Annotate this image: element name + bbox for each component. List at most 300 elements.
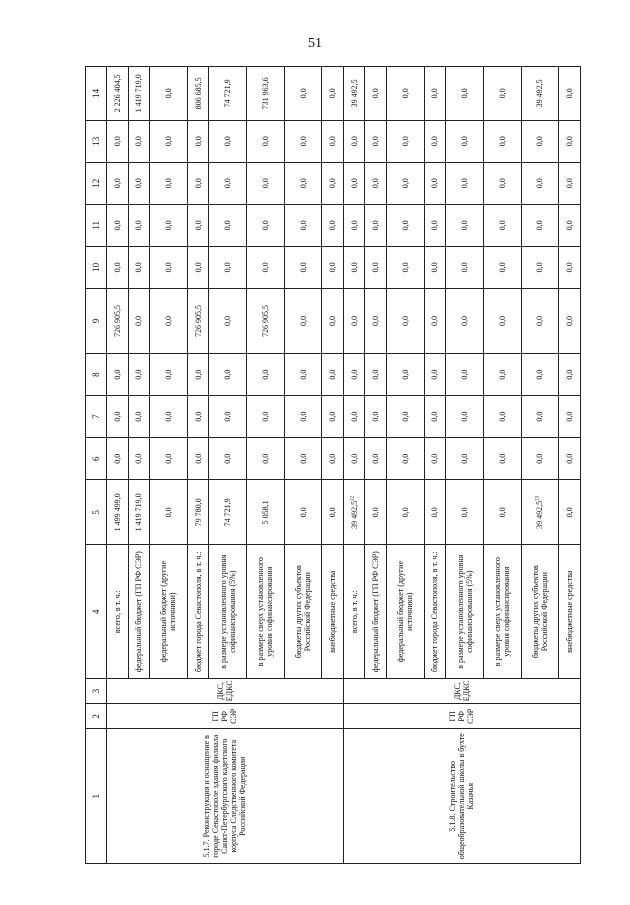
amount-cell-col7	[343, 396, 365, 438]
amount-cell-col7	[209, 396, 247, 438]
amount-value: 0,0	[328, 136, 338, 147]
amount-value: 0,0	[134, 316, 144, 326]
amount-value: 0,0	[460, 316, 470, 326]
amount-cell-col13	[247, 120, 285, 162]
amount-value: 0,0	[328, 369, 338, 380]
amount-value: 0,0	[430, 88, 440, 99]
amount-value: 0,0	[260, 178, 270, 189]
column-header: 10	[86, 246, 107, 288]
column-header: 4	[86, 545, 107, 679]
amount-cell-col7	[284, 396, 322, 438]
amount-value: 0,0	[349, 316, 359, 326]
amount-cell-col11	[187, 204, 209, 246]
amount-cell-col11	[387, 204, 425, 246]
amount-value: 0,0	[430, 136, 440, 147]
amount-value: 0,0	[371, 136, 381, 147]
amount-value: 0,0	[497, 453, 507, 464]
amount-value: 0,0	[497, 507, 507, 518]
amount-cell-col14	[387, 67, 425, 121]
amount-value: 0,0	[565, 316, 575, 326]
amount-cell-col10	[284, 246, 322, 288]
amount-cell-col5	[446, 480, 484, 545]
amount-value: 0,0	[400, 316, 410, 326]
amount-cell-col10	[107, 246, 129, 288]
amount-cell-col14	[187, 67, 209, 121]
amount-cell-col8	[343, 354, 365, 396]
funding-source-cell: бюджет города Севастополя, в т. ч.:	[424, 545, 446, 679]
amount-value: 0,0	[400, 411, 410, 422]
amount-value: 0,0	[328, 507, 338, 518]
amount-value: 0,0	[298, 220, 308, 231]
amount-value: 0,0	[371, 453, 381, 464]
amount-value: 0,0	[223, 316, 233, 326]
amount-cell-col10	[387, 246, 425, 288]
amount-value: 0,0	[328, 262, 338, 273]
funding-source-cell: бюджеты других субъектов Российской Федерации	[284, 545, 322, 679]
column-header: 2	[86, 704, 107, 729]
amount-cell-col10	[559, 246, 581, 288]
amount-value: 0,0	[112, 453, 122, 464]
amount-cell-col11	[150, 204, 188, 246]
amount-cell-col10	[322, 246, 344, 288]
funding-source-cell: федеральный бюджет (ГП РФ СЭР)	[128, 545, 150, 679]
amount-cell-col6	[284, 438, 322, 480]
amount-value: 0,0	[349, 369, 359, 380]
footnote-mark: 23	[535, 495, 541, 501]
amount-value: 0,0	[223, 262, 233, 273]
amount-value: 0,0	[298, 262, 308, 273]
amount-cell-col5	[559, 480, 581, 545]
amount-cell-col7	[446, 396, 484, 438]
amount-cell-col7	[247, 396, 285, 438]
amount-value: 0,0	[460, 178, 470, 189]
amount-cell-col13	[521, 120, 559, 162]
amount-cell-col6	[209, 438, 247, 480]
amount-value: 0,0	[535, 453, 545, 464]
amount-cell-col6	[559, 438, 581, 480]
amount-cell-col13	[209, 120, 247, 162]
funding-source-cell: в размере установленного уровня софинансирования (5%)	[446, 545, 484, 679]
amount-value: 0,0	[371, 507, 381, 518]
amount-cell-col13	[387, 120, 425, 162]
amount-value: 0,0	[565, 262, 575, 273]
amount-cell-col11	[446, 204, 484, 246]
amount-cell-col10	[446, 246, 484, 288]
amount-value: 0,0	[535, 136, 545, 147]
amount-value: 0,0	[565, 453, 575, 464]
amount-cell-col6	[483, 438, 521, 480]
amount-cell-col8	[424, 354, 446, 396]
amount-cell-col14	[559, 67, 581, 121]
amount-value: 0,0	[497, 220, 507, 231]
amount-value: 731 963,6	[260, 77, 270, 110]
amount-value: 0,0	[400, 220, 410, 231]
amount-value: 0,0	[400, 369, 410, 380]
amount-value: 1 499 499,0	[112, 493, 122, 532]
amount-cell-col14	[107, 67, 129, 121]
amount-value: 0,0	[460, 411, 470, 422]
amount-value: 0,0	[460, 136, 470, 147]
amount-cell-col9	[387, 288, 425, 353]
amount-value: 0,0	[371, 369, 381, 380]
amount-value: 2 226 404,5	[112, 74, 122, 113]
amount-cell-col14	[424, 67, 446, 121]
amount-cell-col12	[521, 162, 559, 204]
amount-value: 1 419 719,0	[134, 493, 144, 532]
amount-cell-col10	[128, 246, 150, 288]
amount-value: 0,0	[497, 369, 507, 380]
amount-cell-col11	[343, 204, 365, 246]
funding-source-cell: всего, в т. ч.:	[107, 545, 129, 679]
amount-cell-col11	[322, 204, 344, 246]
funding-source-cell: бюджет города Севастополя, в т. ч.:	[187, 545, 209, 679]
amount-cell-col10	[424, 246, 446, 288]
amount-value: 0,0	[298, 453, 308, 464]
footnote-mark: 22	[350, 495, 356, 501]
amount-cell-col12	[322, 162, 344, 204]
amount-cell-col8	[128, 354, 150, 396]
amount-cell-col12	[247, 162, 285, 204]
amount-value: 0,0	[163, 136, 173, 147]
amount-value: 726 905,5	[193, 305, 203, 337]
amount-value: 0,0	[328, 411, 338, 422]
amount-value: 0,0	[460, 220, 470, 231]
amount-value: 0,0	[328, 88, 338, 99]
amount-cell-col11	[424, 204, 446, 246]
amount-value: 0,0	[460, 507, 470, 518]
amount-value: 0,0	[112, 262, 122, 273]
funding-source-cell: федеральный бюджет (ГП РФ СЭР)	[365, 545, 387, 679]
amount-cell-col5	[365, 480, 387, 545]
amount-cell-col8	[284, 354, 322, 396]
amount-cell-col13	[559, 120, 581, 162]
amount-value: 0,0	[349, 220, 359, 231]
amount-value: 0,0	[400, 88, 410, 99]
funding-source-cell: в размере установленного уровня софинансирования (5%)	[209, 545, 247, 679]
amount-value: 0,0	[430, 411, 440, 422]
funding-source-cell: в размере сверх установленного уровня софинансирования	[483, 545, 521, 679]
amount-cell-col14	[150, 67, 188, 121]
amount-value: 0,0	[223, 369, 233, 380]
amount-cell-col9	[150, 288, 188, 353]
amount-cell-col8	[387, 354, 425, 396]
amount-value: 0,0	[371, 220, 381, 231]
amount-value: 79 780,0	[193, 498, 203, 527]
funding-source-cell: внебюджетные средства	[322, 545, 344, 679]
amount-cell-col10	[483, 246, 521, 288]
column-header: 9	[86, 288, 107, 353]
amount-value: 0,0	[223, 453, 233, 464]
amount-value: 0,0	[223, 178, 233, 189]
column-header: 7	[86, 396, 107, 438]
amount-value: 0,0	[163, 220, 173, 231]
amount-cell-col9	[128, 288, 150, 353]
amount-value: 0,0	[163, 507, 173, 518]
amount-cell-col8	[483, 354, 521, 396]
amount-cell-col8	[150, 354, 188, 396]
amount-cell-col10	[187, 246, 209, 288]
amount-value: 0,0	[497, 178, 507, 189]
amount-cell-col7	[521, 396, 559, 438]
amount-cell-col5	[284, 480, 322, 545]
amount-value: 0,0	[328, 220, 338, 231]
funding-source-cell: в размере сверх установленного уровня софинансирования	[247, 545, 285, 679]
amount-cell-col11	[128, 204, 150, 246]
amount-cell-col8	[247, 354, 285, 396]
amount-cell-col12	[284, 162, 322, 204]
amount-cell-col10	[150, 246, 188, 288]
amount-cell-col12	[187, 162, 209, 204]
amount-cell-col7	[424, 396, 446, 438]
amount-value: 0,0	[112, 136, 122, 147]
amount-value: 0,0	[535, 178, 545, 189]
amount-value: 0,0	[193, 178, 203, 189]
amount-cell-col14	[483, 67, 521, 121]
amount-value: 1 419 719,0	[134, 74, 144, 113]
amount-cell-col5	[387, 480, 425, 545]
amount-cell-col11	[284, 204, 322, 246]
amount-cell-col14	[343, 67, 365, 121]
column-header: 11	[86, 204, 107, 246]
amount-value: 0,0	[298, 316, 308, 326]
amount-cell-col9	[247, 288, 285, 353]
amount-cell-col7	[365, 396, 387, 438]
amount-cell-col14	[209, 67, 247, 121]
amount-cell-col5	[483, 480, 521, 545]
amount-cell-col6	[107, 438, 129, 480]
amount-cell-col6	[424, 438, 446, 480]
amount-value: 0,0	[193, 220, 203, 231]
amount-value: 0,0	[260, 369, 270, 380]
amount-value: 0,0	[134, 220, 144, 231]
amount-value: 0,0	[430, 178, 440, 189]
amount-cell-col13	[284, 120, 322, 162]
amount-value: 0,0	[163, 88, 173, 99]
amount-value: 0,0	[460, 262, 470, 273]
amount-value: 0,0	[328, 316, 338, 326]
amount-value: 0,0	[163, 262, 173, 273]
amount-value: 0,0	[430, 453, 440, 464]
amount-cell-col5	[247, 480, 285, 545]
amount-cell-col11	[247, 204, 285, 246]
amount-cell-col12	[387, 162, 425, 204]
amount-cell-col10	[209, 246, 247, 288]
amount-cell-col10	[247, 246, 285, 288]
amount-value: 0,0	[112, 411, 122, 422]
amount-value: 0,0	[535, 411, 545, 422]
amount-value: 0,0	[260, 411, 270, 422]
amount-cell-col12	[424, 162, 446, 204]
amount-value: 0,0	[134, 411, 144, 422]
amount-value: 0,0	[298, 369, 308, 380]
amount-value: 0,0	[112, 220, 122, 231]
amount-cell-col5	[322, 480, 344, 545]
amount-value: 0,0	[163, 369, 173, 380]
amount-cell-col12	[483, 162, 521, 204]
amount-cell-col9	[187, 288, 209, 353]
amount-cell-col7	[559, 396, 581, 438]
amount-value: 0,0	[565, 507, 575, 518]
amount-cell-col7	[107, 396, 129, 438]
amount-cell-col13	[150, 120, 188, 162]
amount-value: 0,0	[497, 88, 507, 99]
amount-value: 0,0	[163, 453, 173, 464]
amount-cell-col9	[209, 288, 247, 353]
rotated-table-container	[85, 66, 581, 864]
amount-cell-col11	[483, 204, 521, 246]
amount-cell-col8	[446, 354, 484, 396]
amount-value: 0,0	[535, 220, 545, 231]
amount-value: 0,0	[134, 262, 144, 273]
amount-cell-col6	[387, 438, 425, 480]
amount-cell-col7	[322, 396, 344, 438]
amount-cell-col13	[187, 120, 209, 162]
amount-value: 806 685,5	[193, 77, 203, 110]
amount-value: 0,0	[328, 453, 338, 464]
amount-value: 0,0	[497, 411, 507, 422]
amount-value: 0,0	[298, 88, 308, 99]
column-header: 12	[86, 162, 107, 204]
amount-value: 0,0	[298, 178, 308, 189]
amount-cell-col14	[247, 67, 285, 121]
amount-cell-col6	[446, 438, 484, 480]
amount-cell-col6	[187, 438, 209, 480]
amount-value: 0,0	[260, 262, 270, 273]
amount-value: 0,0	[193, 411, 203, 422]
amount-value: 0,0	[371, 178, 381, 189]
amount-value: 0,0	[349, 453, 359, 464]
amount-cell-col9	[365, 288, 387, 353]
amount-value: 0,0	[497, 316, 507, 326]
object-name-cell: 5.1.7. Реконструкция и оснащение в городе Севастополе здания филиала Санкт-Петербургского кадетского корпуса Следственного комитета Российской Федерации	[107, 729, 344, 864]
amount-value: 0,0	[298, 411, 308, 422]
amount-cell-col9	[343, 288, 365, 353]
amount-value: 39 492,5	[535, 500, 545, 529]
amount-value: 0,0	[565, 88, 575, 99]
amount-cell-col7	[387, 396, 425, 438]
amount-value: 0,0	[193, 262, 203, 273]
amount-value: 39 492,5	[349, 500, 359, 529]
amount-value: 0,0	[260, 136, 270, 147]
table-frame	[85, 66, 581, 864]
amount-value: 0,0	[349, 178, 359, 189]
table-row	[107, 67, 129, 864]
amount-cell-col6	[521, 438, 559, 480]
amount-cell-col9	[521, 288, 559, 353]
amount-cell-col5	[424, 480, 446, 545]
amount-cell-col7	[187, 396, 209, 438]
amount-value: 0,0	[134, 369, 144, 380]
amount-value: 0,0	[298, 507, 308, 518]
amount-value: 0,0	[460, 88, 470, 99]
amount-value: 0,0	[400, 262, 410, 273]
amount-cell-col5	[521, 480, 559, 545]
funding-source-cell: федеральный бюджет (другие источники)	[150, 545, 188, 679]
amount-cell-col11	[365, 204, 387, 246]
amount-cell-col5	[150, 480, 188, 545]
amount-cell-col5	[209, 480, 247, 545]
amount-cell-col13	[446, 120, 484, 162]
amount-value: 74 721,9	[223, 79, 233, 108]
amount-cell-col6	[343, 438, 365, 480]
amount-cell-col14	[521, 67, 559, 121]
amount-cell-col13	[483, 120, 521, 162]
amount-cell-col11	[559, 204, 581, 246]
amount-cell-col7	[128, 396, 150, 438]
amount-cell-col9	[424, 288, 446, 353]
amount-value: 0,0	[565, 369, 575, 380]
amount-cell-col13	[365, 120, 387, 162]
amount-cell-col11	[521, 204, 559, 246]
amount-value: 0,0	[535, 316, 545, 326]
amount-value: 0,0	[430, 220, 440, 231]
amount-cell-col12	[107, 162, 129, 204]
column-header: 8	[86, 354, 107, 396]
amount-cell-col14	[446, 67, 484, 121]
amount-cell-col14	[322, 67, 344, 121]
amount-value: 39 492,5	[349, 79, 359, 108]
amount-value: 0,0	[430, 262, 440, 273]
amount-value: 0,0	[565, 178, 575, 189]
amount-cell-col9	[446, 288, 484, 353]
column-header: 5	[86, 480, 107, 545]
amount-value: 0,0	[371, 262, 381, 273]
amount-value: 0,0	[260, 453, 270, 464]
amount-value: 0,0	[193, 369, 203, 380]
amount-cell-col6	[247, 438, 285, 480]
amount-cell-col7	[483, 396, 521, 438]
funding-source-cell: бюджеты других субъектов Российской Федерации	[521, 545, 559, 679]
amount-value: 0,0	[497, 136, 507, 147]
program-cell: ГП РФ СЭР	[343, 704, 580, 729]
amount-value: 0,0	[430, 316, 440, 326]
amount-cell-col8	[365, 354, 387, 396]
amount-value: 0,0	[565, 136, 575, 147]
funding-source-cell: всего, в т. ч.:	[343, 545, 365, 679]
object-name-cell: 5.1.8. Строительство общеобразовательной школы в бухте Казачья	[343, 729, 580, 864]
amount-cell-col13	[424, 120, 446, 162]
amount-cell-col8	[322, 354, 344, 396]
amount-cell-col9	[559, 288, 581, 353]
column-header: 6	[86, 438, 107, 480]
amount-cell-col12	[343, 162, 365, 204]
amount-value: 0,0	[460, 369, 470, 380]
amount-value: 0,0	[430, 507, 440, 518]
funding-source-cell: внебюджетные средства	[559, 545, 581, 679]
amount-cell-col10	[365, 246, 387, 288]
amount-cell-col12	[365, 162, 387, 204]
amount-cell-col13	[343, 120, 365, 162]
header-row	[86, 67, 107, 864]
amount-value: 0,0	[371, 411, 381, 422]
amount-cell-col5	[107, 480, 129, 545]
amount-value: 0,0	[163, 316, 173, 326]
amount-value: 0,0	[260, 220, 270, 231]
column-header: 3	[86, 678, 107, 703]
amount-cell-col6	[150, 438, 188, 480]
amount-cell-col12	[150, 162, 188, 204]
amount-cell-col8	[187, 354, 209, 396]
amount-cell-col10	[343, 246, 365, 288]
amount-value: 0,0	[112, 178, 122, 189]
amount-cell-col10	[521, 246, 559, 288]
amount-cell-col6	[322, 438, 344, 480]
amount-cell-col12	[209, 162, 247, 204]
amount-cell-col6	[128, 438, 150, 480]
amount-value: 39 492,5	[535, 79, 545, 108]
amount-cell-col13	[322, 120, 344, 162]
amount-cell-col9	[284, 288, 322, 353]
